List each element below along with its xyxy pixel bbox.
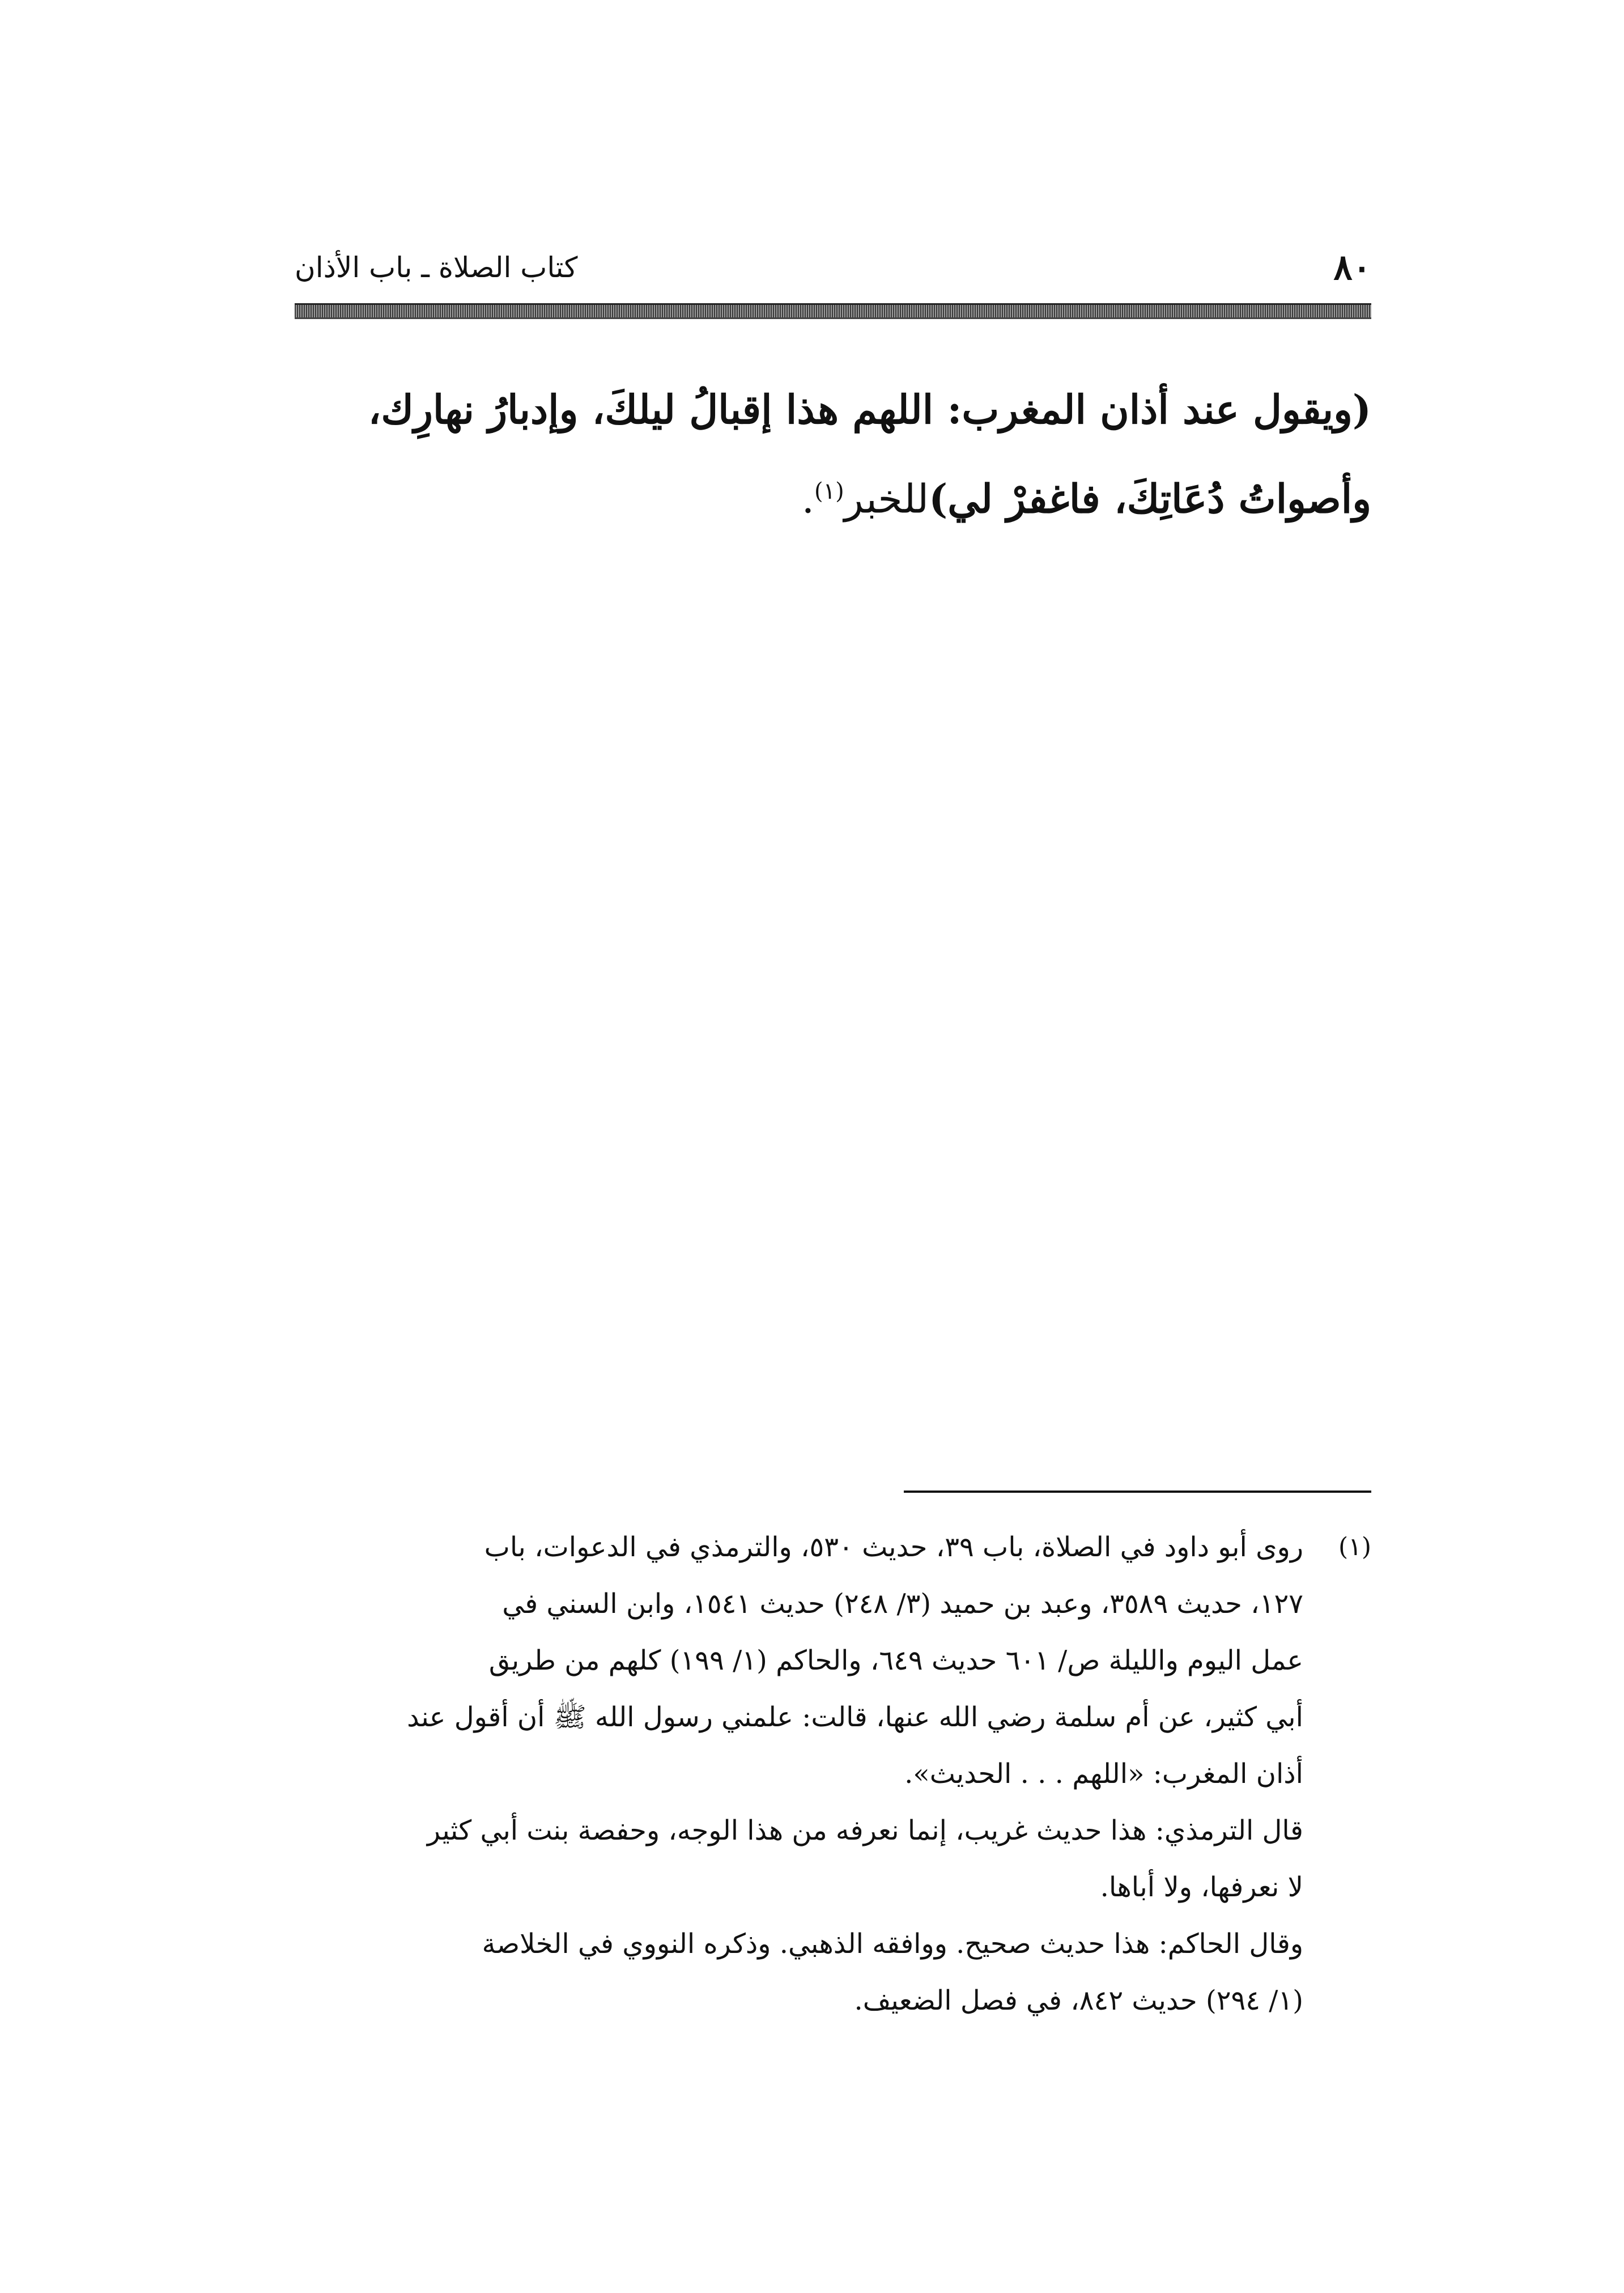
main-line-2-tail: للخبر xyxy=(844,475,929,523)
main-line-2-end: . xyxy=(801,475,814,523)
footnote-line: (١/ ٢٩٤) حديث ٨٤٢، في فصل الضعيف. xyxy=(854,1985,1303,2016)
page-number: ٨٠ xyxy=(1333,247,1371,288)
footnote-line: أذان المغرب: «اللهم . . . الحديث». xyxy=(904,1758,1303,1790)
footnote-separator xyxy=(904,1491,1371,1493)
footnote-line: روى أبو داود في الصلاة، باب ٣٩، حديث ٥٣٠، والترمذي في الدعوات، باب xyxy=(484,1531,1303,1563)
footnote-line: قال الترمذي: هذا حديث غريب، إنما نعرفه من هذا الوجه، وحفصة بنت أبي كثير xyxy=(427,1815,1303,1846)
footnote-line: وقال الحاكم: هذا حديث صحيح. ووافقه الذهبي. وذكره النووي في الخلاصة xyxy=(482,1928,1303,1960)
footnote-line: ١٢٧، حديث ٣٥٨٩، وعبد بن حميد (٣/ ٢٤٨) حديث ١٥٤١، وابن السني في xyxy=(502,1588,1303,1620)
footnote-text xyxy=(300,1519,1303,2029)
header-divider xyxy=(295,303,1371,319)
running-header xyxy=(295,247,1371,292)
header-title: كتاب الصلاة ـ باب الأذان xyxy=(295,251,578,284)
footnote-line: عمل اليوم والليلة ص/ ٦٠١ حديث ٦٤٩، والحاكم (١/ ١٩٩) كلهم من طريق xyxy=(488,1645,1303,1676)
main-paragraph xyxy=(278,368,1371,540)
footnote-line: لا نعرفها، ولا أباها. xyxy=(1100,1871,1303,1903)
footnote-block xyxy=(300,1519,1371,2029)
main-line-2-quote: وأصواتُ دُعَاتِكَ، فاغفرْ لي) xyxy=(929,475,1371,523)
footnote-line: أبي كثير، عن أم سلمة رضي الله عنها، قالت: علمني رسول الله ﷺ أن أقول عند xyxy=(407,1701,1303,1733)
footnote-reference: (١) xyxy=(814,478,844,504)
footnote-marker: (١) xyxy=(1338,1532,1371,1561)
main-line-1: (ويقول عند أذان المغرب: اللهم هذا إقبالُ ليلكَ، وإدبارُ نهارِك، xyxy=(368,386,1371,433)
main-line-2 xyxy=(278,451,1371,540)
